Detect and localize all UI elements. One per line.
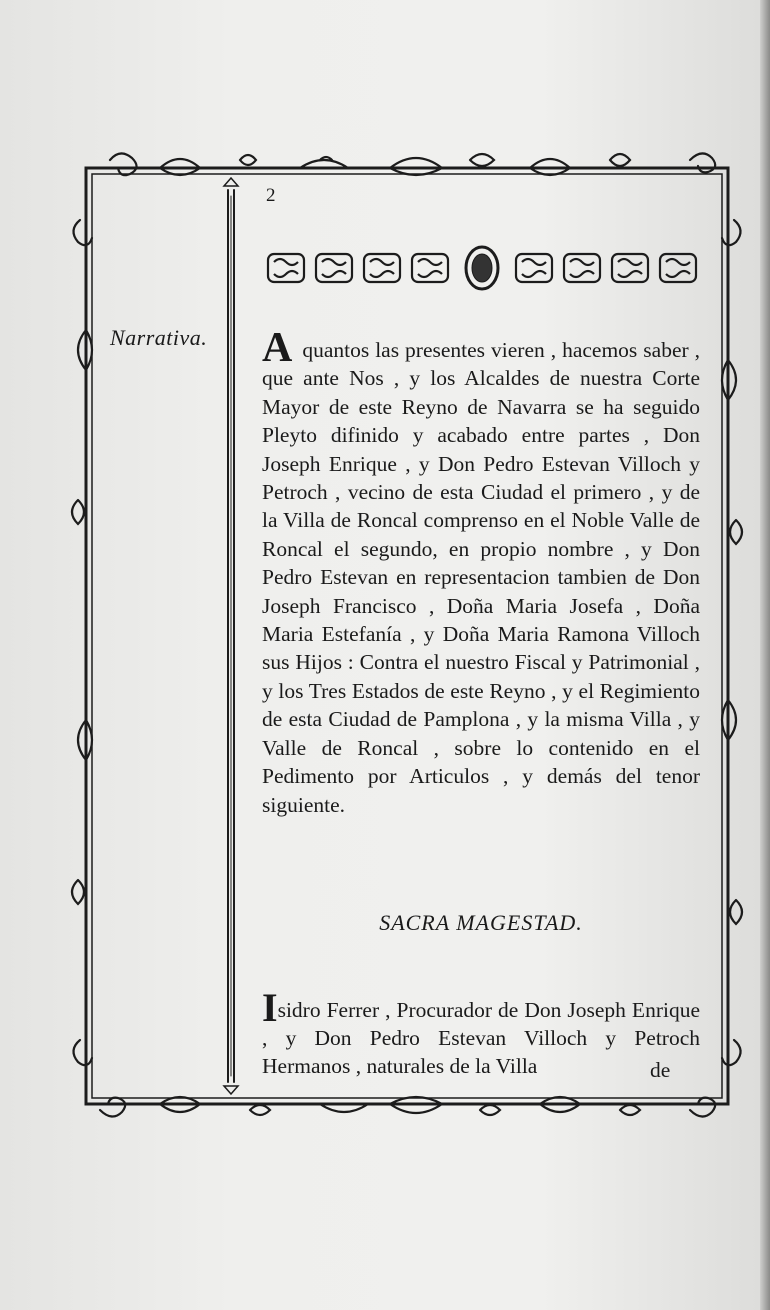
paragraph-text: sidro Ferrer , Procurador de Don Joseph Enrique , y Don Pedro Estevan Villoch y Petroch Hermanos , naturales de la Villa bbox=[262, 997, 700, 1079]
section-heading: SACRA MAGESTAD. bbox=[379, 910, 583, 935]
paragraph-text: quantos las presentes vieren , hacemos saber , que ante Nos , y los Alcaldes de nuestra Corte Mayor de este Reyno de Navarra se ha seguido Pleyto difinido y acabado entre partes , Don Joseph Enrique , y Don Pedro Estevan Villoch y Petroch , vecino de esta Ciudad el primero , y de la Villa de Roncal comprenso en el Noble Valle de Roncal el segundo, en propio nombre , y Don Pedro Estevan en representacion tambien de Don Joseph Francisco , Doña Maria Josefa , Doña Maria Estefanía , y Doña Maria Ramona Villoch sus Hijos : Contra el nuestro Fiscal y Patrimonial , y los Tres Estados de este Reyno , y el Regimiento de esta Ciudad de Pamplona , y la misma Villa , y Valle de Roncal , sobre lo contenido en el Pedimento por Articulos , y demás del tenor siguiente. bbox=[262, 338, 700, 817]
ornamental-band bbox=[262, 242, 702, 294]
initial-letter: I bbox=[262, 984, 278, 1030]
margin-note: Narrativa. bbox=[110, 325, 208, 350]
paragraph-petition bbox=[262, 968, 700, 1102]
initial-letter: A bbox=[262, 325, 293, 371]
catchword: de bbox=[650, 1058, 671, 1082]
paragraph-narrativa bbox=[262, 325, 700, 819]
page-number: 2 bbox=[266, 185, 276, 206]
